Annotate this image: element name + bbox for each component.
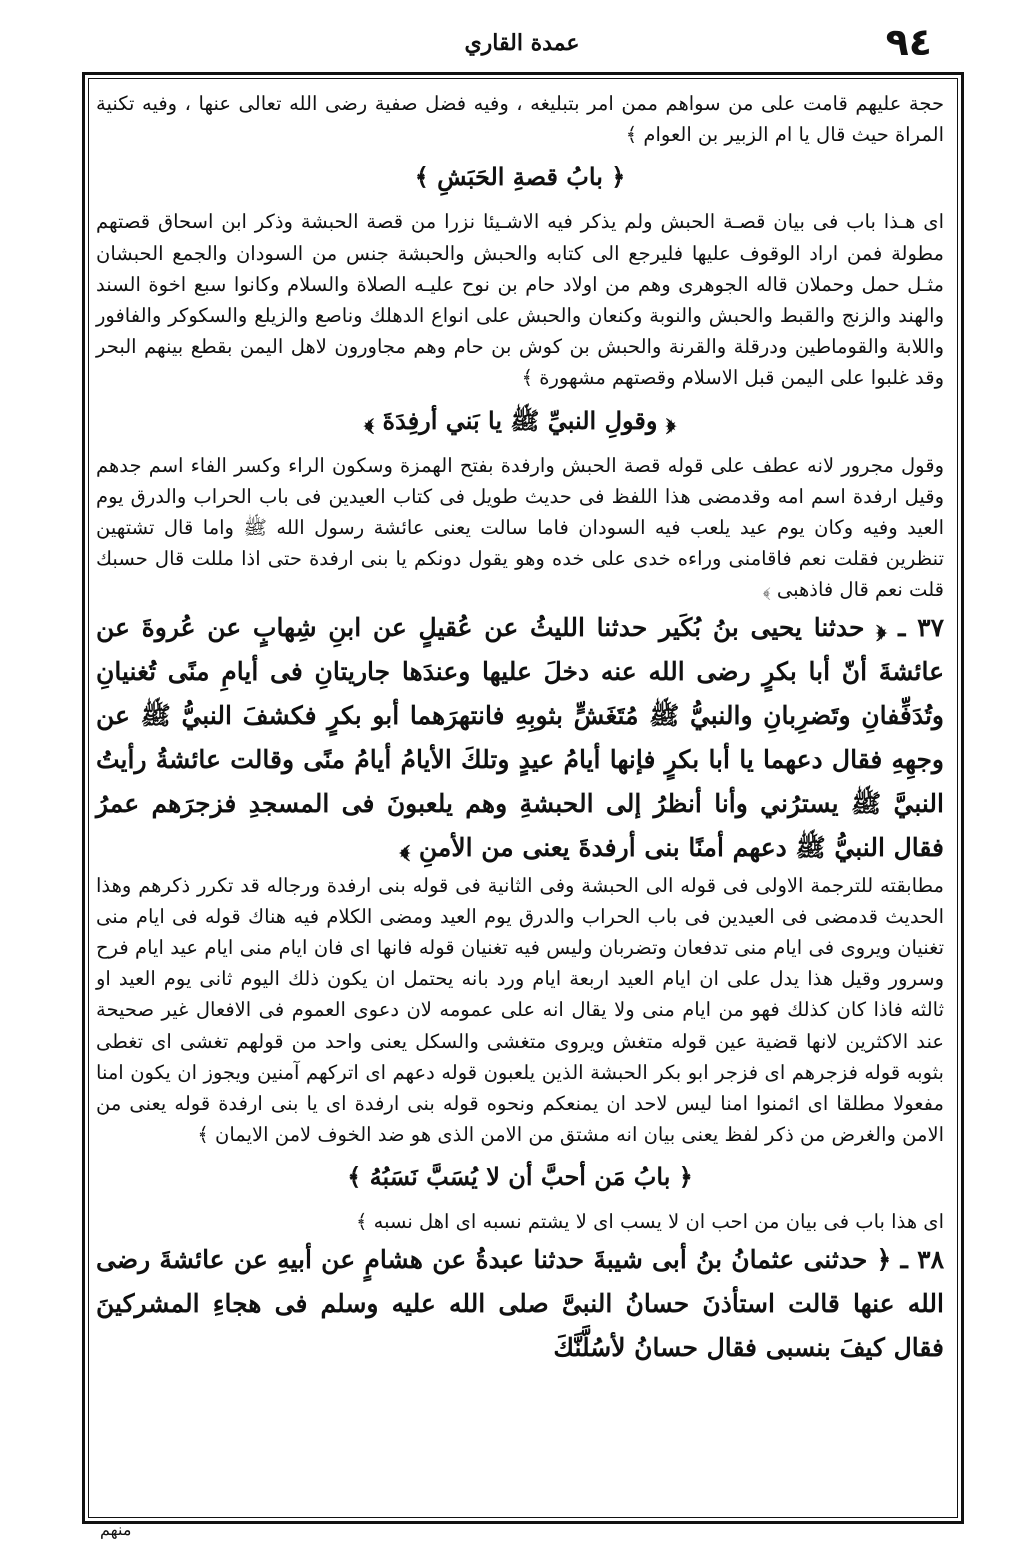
chapter-heading-arfida: ﴿ وقولِ النبيِّ ﷺ يا بَني أرفِدَةَ ﴾ xyxy=(364,405,676,435)
paragraph-3: وقول مجرور لانه عطف على قوله قصة الحبش وارفدة بفتح الهمزة وسكون الراء وكسر الفاء اسم جدهم وقيل ارفدة اسم امه وقدمضى هذا اللفظ فى حديث طويل فى كتاب العيدين فى باب الحراب والدرق يوم العيد وفيه وكان يوم عيد يلعب فيه السودان فاما سالت يعنى عائشة رسول الله ﷺ واما قال تشتهين تنظرين فقلت نعم فاقامنى وراءه خدى على خده وهو يقول دونكم يا بنى ارفدة حتى اذا مللت قال حسبك قلت نعم قال فاذهبى ﴾ xyxy=(96,453,944,602)
paragraph-2: اى هـذا باب فى بيان قصـة الحبش ولم يذكر فيه الاشـيئا نزرا من قصة الحبشة وذكر ابن اسحاق قصتهم مطولة فمن اراد الوقوف عليها فليرجع الى كتابه والحبش والحبشة جنس من السودان والجمع الحبشان مثـل حمل وحملان قاله الجوهرى وهم من اولاد حام بن نوح عليـه الصلاة والسلام وكانوا سبع اخوة السند والهند والزنج والقبط والحبش والنوبة وكنعان والحبش على انواع الدهلك وناصع والزيلع والسكوكر والفافور واللابة والقوماطين ودرقلة والقرنة والحبش بن كوش بن حام وهم مجاورون لاهل اليمن بقطع بينهم البحر وقد غلبوا على اليمن قبل الاسلام وقصتهم مشهورة ﴾ xyxy=(96,210,944,390)
catchword: منهم xyxy=(100,1520,132,1539)
page-header xyxy=(82,20,962,64)
page-body xyxy=(96,88,944,1370)
paragraph-1: حجة عليهم قامت على من سواهم ممن امر بتبليغه ، وفيه فضل صفية رضى الله تعالى عنها ، وفيه تكنية المراة حيث قال يا ام الزبير بن العوام ﴾ xyxy=(96,92,944,147)
paragraph-4: مطابقته للترجمة الاولى فى قوله الى الحبشة وفى الثانية فى قوله بنى ارفدة ورجاله قد تكرر ذكرهم وهذا الحديث قدمضى فى العيدين فى باب الحراب والدرق يوم العيد ومضى الكلام فيه هناك قوله فى ايام منى تغنيان ويروى فى ايام منى تدفعان وتضربان وليس فيه تغنيان قوله فانها اى فان ايام منى ايام عيد ايام فرح وسرور وقيل هذا يدل على ان ايام العيد اربعة ايام ورد بانه يحتمل ان يكون ذلك اليوم ثانى يوم العيد او ثالثه فاذا كان كذلك فهو من ايام منى ولا يقال انه على عمومه لان دعوى العموم فى الافعال غير صحيحة عند الاكثرين لانها قضية عين قوله متغش ويروى متغشى والسكل يعنى واحد من قولهم تغشى اى تغطى بثوبه قوله فزجرهم اى فزجر ابو بكر الحبشة الذين يلعبون قوله دعهم اى اتركهم آمنين ويجوز ان يكون امنا مفعولا مطلقا اى ائمنوا امنا ليس لاحد ان يمنعكم ونحوه قوله بنى ارفدة اى يا بنى ارفدة قوله يعنى من الامن والغرض من ذكر لفظ يعنى بيان انه مشتق من الامن الذى هو ضد الخوف لامن الايمان ﴾ xyxy=(96,873,944,1147)
running-title: عمدة القاري xyxy=(464,30,580,56)
page-number: ٩٤ xyxy=(885,20,932,64)
hadith-38: ٣٨ ـ ﴿ حدثنى عثمانُ بنُ أبى شيبةَ حدثنا عبدةُ عن هشامٍ عن أبيهِ عن عائشةَ رضى الله عنها قالت استأذنَ حسانُ النبىَّ صلى الله عليه وسلم فى هجاءِ المشركينَ فقال كيفَ بنسبى فقال حسانُ لأسُلَّنَّكَ xyxy=(96,1244,944,1362)
chapter-heading-habash: ﴿ بابُ قصةِ الحَبَشِ ﴾ xyxy=(414,162,626,192)
paragraph-5: اى هذا باب فى بيان من احب ان لا يسب اى لا يشتم نسبه اى اهل نسبه ﴾ xyxy=(356,1210,944,1234)
chapter-heading-nasab: ﴿ بابُ مَن أحبَّ أن لا يُسَبَّ نَسَبُهُ ﴾ xyxy=(347,1162,693,1192)
hadith-37: ٣٧ ـ ﴿ حدثنا يحيى بنُ بُكَير حدثنا الليثُ عن عُقيلٍ عن ابنِ شِهابٍ عن عُروةَ عن عائشةَ أنّ أبا بكرٍ رضى الله عنه دخلَ عليها وعندَها جاريتانِ فى أيامِ منًى تُغنيانِ وتُدَفِّفانِ وتَضرِبانِ والنبيُّ ﷺ مُتَغَشٍّ بثوبِهِ فانتهرَهما أبو بكرٍ فكشفَ النبيُّ ﷺ عن وجهِهِ فقال دعهما يا أبا بكرٍ فإنها أيامُ عيدٍ وتلكَ الأيامُ أيامُ منًى وقالت عائشةُ رأيتُ النبيَّ ﷺ يسترُني وأنا أنظرُ إلى الحبشةِ وهم يلعبونَ فى المسجدِ فزجرَهم عمرُ فقال النبيُّ ﷺ دعهم أمنًا بنى أرفدةَ يعنى من الأمنِ ﴾ xyxy=(96,612,944,862)
